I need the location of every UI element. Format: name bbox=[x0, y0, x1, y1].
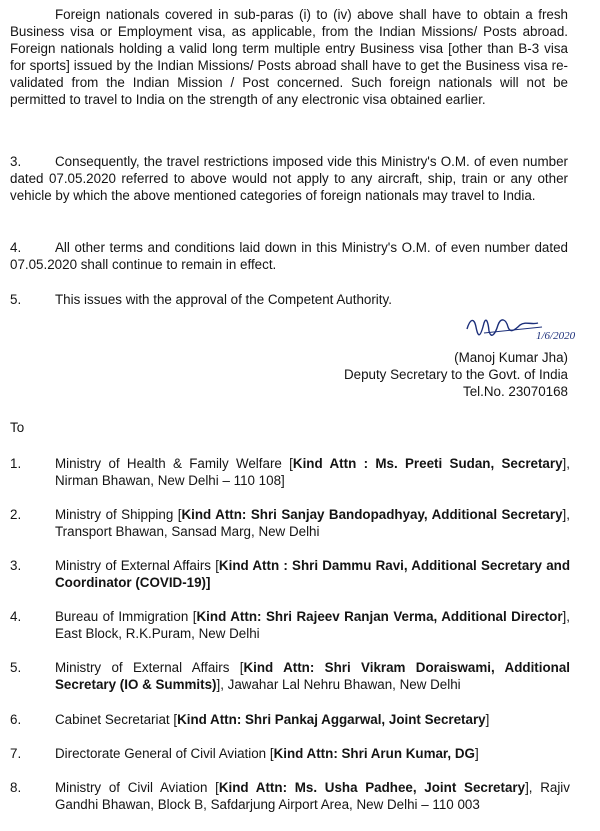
recipient-number: 4. bbox=[10, 609, 22, 624]
recipient-office: Ministry of External Affairs [ bbox=[55, 558, 219, 573]
recipient-text bbox=[55, 745, 570, 762]
recipient-office: Ministry of Shipping [ bbox=[55, 507, 182, 522]
recipient-text bbox=[55, 455, 570, 489]
recipient-attention: Kind Attn: Shri Vikram Doraiswami, Additional Secretary (IO & Summits) bbox=[55, 660, 570, 692]
paragraph-number: 3. bbox=[10, 154, 22, 169]
recipient-item bbox=[10, 608, 570, 642]
paragraph-5: 5. This issues with the approval of the Competent Authority. bbox=[10, 292, 392, 307]
recipient-address: ], Jawahar Lal Nehru Bhawan, New Delhi bbox=[216, 677, 461, 692]
recipient-item bbox=[10, 659, 570, 693]
recipient-text bbox=[55, 711, 570, 728]
recipient-item bbox=[10, 745, 570, 762]
recipient-item bbox=[10, 506, 570, 540]
recipient-text bbox=[55, 779, 570, 813]
recipient-attention: Kind Attn: Shri Sanjay Bandopadhyay, Additional Secretary bbox=[181, 507, 563, 522]
recipient-address: ] bbox=[485, 712, 490, 727]
recipient-number: 3. bbox=[10, 558, 22, 573]
recipient-number: 1. bbox=[10, 456, 22, 471]
recipient-office: Ministry of External Affairs [ bbox=[55, 660, 244, 675]
paragraph-foreign-nationals: Foreign nationals covered in sub-paras (i) to (iv) above shall have to obtain a fresh Business visa or Employment visa, as applicable, from the Indian Missions/ Posts abroad. Foreign nationals holding a valid long term multiple entry Business visa [other than B-3 visa for sports] issued by the Indian Missions/ Posts abroad shall have to get the Business visa re-validated from the Indian Mission / Post concerned. Such foreign nationals will not be permitted to travel to India on the strength of any electronic visa obtained earlier. bbox=[10, 7, 568, 107]
recipient-attention: Kind Attn: Shri Arun Kumar, DG bbox=[273, 746, 475, 761]
recipient-item bbox=[10, 557, 570, 591]
handwritten-signature bbox=[462, 309, 600, 349]
recipient-office: Ministry of Health & Family Welfare [ bbox=[55, 456, 293, 471]
recipient-text bbox=[55, 608, 570, 642]
recipient-item bbox=[10, 455, 570, 489]
recipient-address: ] bbox=[474, 746, 479, 761]
paragraph-number: 5. bbox=[10, 292, 22, 307]
recipient-text bbox=[55, 506, 570, 540]
paragraph-4: 4. All other terms and conditions laid down in this Ministry's O.M. of even number dated 07.05.2020 shall continue to remain in effect. bbox=[10, 240, 568, 272]
recipient-attention: Kind Attn: Ms. Usha Padhee, Joint Secretary bbox=[218, 780, 526, 795]
recipient-office: Directorate General of Civil Aviation [ bbox=[55, 746, 274, 761]
recipient-attention: Kind Attn: Shri Pankaj Aggarwal, Joint Secretary bbox=[177, 712, 486, 727]
recipient-office: Bureau of Immigration [ bbox=[55, 609, 197, 624]
recipient-number: 5. bbox=[10, 660, 22, 675]
recipient-office: Ministry of Civil Aviation [ bbox=[55, 780, 219, 795]
recipient-attention: Kind Attn : Ms. Preeti Sudan, Secretary bbox=[292, 456, 563, 471]
recipient-attention: Kind Attn: Shri Rajeev Ranjan Verma, Additional Director bbox=[196, 609, 563, 624]
recipient-address: ], East Block, R.K.Puram, New Delhi bbox=[55, 609, 570, 641]
recipient-text bbox=[55, 557, 570, 591]
recipient-number: 7. bbox=[10, 746, 22, 761]
recipient-item bbox=[10, 779, 570, 813]
paragraph-number: 4. bbox=[10, 240, 22, 255]
recipient-address: ], Rajiv Gandhi Bhawan, Block B, Safdarjung Airport Area, New Delhi – 110 003 bbox=[55, 780, 570, 812]
recipient-office: Cabinet Secretariat [ bbox=[55, 712, 178, 727]
signatory-name: (Manoj Kumar Jha) bbox=[454, 350, 568, 365]
signatory-designation: Deputy Secretary to the Govt. of India bbox=[343, 367, 568, 382]
recipient-number: 6. bbox=[10, 712, 22, 727]
signatory-tel: Tel.No. 23070168 bbox=[463, 384, 568, 399]
to-label: To bbox=[10, 420, 25, 435]
paragraph-3: 3. Consequently, the travel restrictions imposed vide this Ministry's O.M. of even number dated 07.05.2020 referred to above would not apply to any aircraft, ship, train or any other vehicle by which the above mentioned categories of foreign nationals may travel to India. bbox=[10, 154, 568, 203]
signature-date: 1/6/2020 bbox=[536, 330, 576, 342]
recipient-address: ], Transport Bhawan, Sansad Marg, New Delhi bbox=[55, 507, 570, 539]
recipient-number: 8. bbox=[10, 780, 22, 795]
recipient-attention: Kind Attn : Shri Dammu Ravi, Additional Secretary and Coordinator (COVID-19)] bbox=[55, 558, 571, 590]
recipient-number: 2. bbox=[10, 507, 22, 522]
signature-block bbox=[344, 349, 568, 400]
recipient-address: ], Nirman Bhawan, New Delhi – 110 108] bbox=[55, 456, 570, 488]
recipient-item bbox=[10, 711, 570, 728]
recipient-text bbox=[55, 659, 570, 693]
